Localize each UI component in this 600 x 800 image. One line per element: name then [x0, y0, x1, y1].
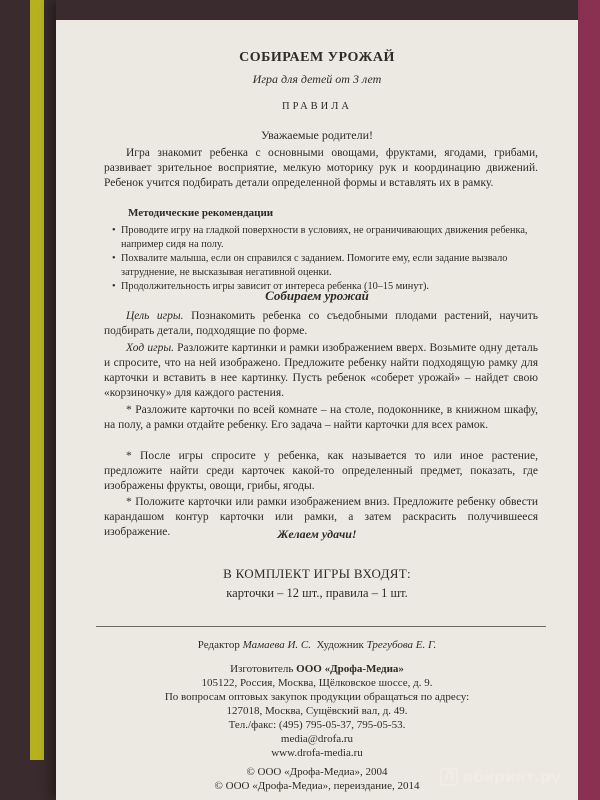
- game-goal: [104, 309, 538, 339]
- intro-text: Игра знакомит ребенка с основными овощами, фруктами, ягодами, грибами, развивает зрительное восприятие, мелкую моторику рук и координацию движений. Ребенок учится подбирать детали определенной формы и вставлять их в рамку.: [104, 147, 538, 189]
- maker-address: 105122, Россия, Москва, Щёлковское шоссе, д. 9.: [201, 677, 433, 689]
- labirint-watermark: [440, 766, 580, 788]
- email: media@drofa.ru: [280, 733, 354, 745]
- method-item: • Проводите игру на гладкой поверхности в условиях, не ограничивающих движения ребенка, например сидя на полу.: [112, 224, 532, 252]
- copyright-2004: © ООО «Дрофа-Медиа», 2004: [246, 766, 388, 778]
- page-top-shadow: [56, 0, 578, 20]
- phone-fax: Тел./факс: (495) 795-05-37, 795-05-53.: [228, 719, 406, 731]
- editor-label: Редактор: [197, 639, 243, 651]
- game-course: [104, 341, 538, 401]
- methods-heading: Методические рекомендации: [128, 207, 274, 219]
- goal-label: Цель игры.: [126, 310, 184, 322]
- website: www.drofa-media.ru: [271, 747, 363, 759]
- variant-item: * Разложите карточки по всей комнате – на столе, подоконнике, в книжном шкафу, на полу, а рамки отдайте ребенку. Его задача – найти карточки для всех рамок.: [104, 404, 538, 431]
- watermark-text: абиринт.ру: [463, 768, 561, 786]
- variant-item: * Положите карточки или рамки изображением вниз. Предложите ребенку обвести карандашом контур карточки или рамки, а затем раскрасить получившееся изображение.: [104, 496, 538, 538]
- wholesale-address: 127018, Москва, Сущёвский вал, д. 49.: [226, 705, 408, 717]
- editor-name: Мамаева И. С.: [242, 639, 311, 651]
- method-item: • Продолжительность игры зависит от интереса ребенка (10–15 минут).: [112, 280, 532, 294]
- manufacturer-line: [56, 663, 578, 677]
- page-subtitle: Игра для детей от 3 лет: [252, 72, 382, 86]
- kit-items: карточки – 12 шт., правила – 1 шт.: [226, 586, 408, 600]
- artist-label: Художник: [310, 639, 367, 651]
- closing-wish: Желаем удачи!: [277, 527, 357, 541]
- variant-item: * После игры спросите у ребенка, как называется то или иное растение, предложите найти среди карточек какой-то определенный предмет, показать, где изображены фрукты, овощи, грибы, ягоды.: [104, 450, 538, 492]
- divider: [96, 626, 546, 627]
- copyright-2014: © ООО «Дрофа-Медиа», переиздание, 2014: [214, 780, 420, 792]
- method-item: • Похвалите малыша, если он справился с заданием. Помогите ему, если задание вызвало затруднение, не высказывая негативной оценки.: [112, 252, 532, 280]
- maker-label: Изготовитель: [230, 663, 297, 675]
- page-title: СОБИРАЕМ УРОЖАЙ: [239, 50, 395, 65]
- greeting: Уважаемые родители!: [260, 128, 374, 142]
- rules-label: ПРАВИЛА: [282, 101, 352, 112]
- course-label: Ход игры.: [126, 342, 174, 354]
- course-text: Разложите картинки и рамки изображением вверх. Возьмите одну деталь и спросите, что на ней изображено. Предложите ребенку найти подходящую рамку для карточки и вставить в нее картинку. Пусть ребенок «соберет урожай» – найдет свою «корзиночку» для каждого растения.: [104, 342, 538, 399]
- goal-text: Познакомить ребенка со съедобными плодами растений, научить подбирать детали, подходящие по форме.: [104, 310, 538, 337]
- rules-sheet: [56, 0, 578, 800]
- kit-heading: В КОМПЛЕКТ ИГРЫ ВХОДЯТ:: [223, 566, 411, 581]
- game-heading: Собираем урожай: [265, 288, 369, 303]
- wholesale-note: По вопросам оптовых закупок продукции обращаться по адресу:: [164, 691, 470, 703]
- box-edge-yellow: [30, 0, 44, 760]
- methods-list: [112, 224, 532, 294]
- maker-name: ООО «Дрофа-Медиа»: [296, 663, 404, 675]
- credits-line: [56, 639, 578, 653]
- artist-name: Трегубова Е. Г.: [366, 639, 437, 651]
- labirint-logo-icon: Л: [440, 768, 458, 786]
